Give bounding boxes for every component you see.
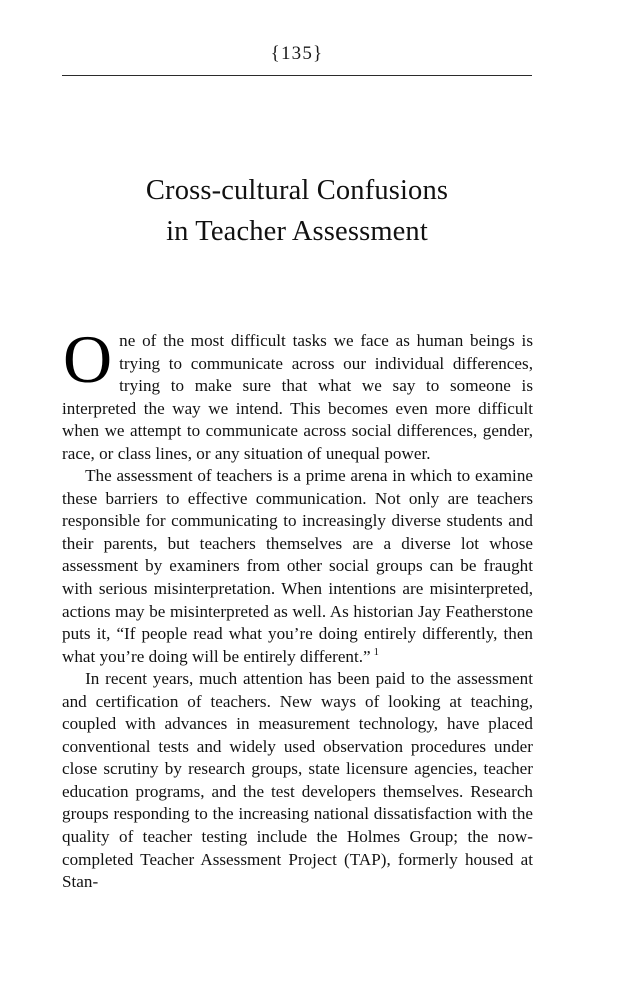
- paragraph-3-text: In recent years, much attention has been paid to the assessment and certification of teachers. New ways of looking at teaching, coupled with advances in measurement technology, have placed conventional tests and widely used observation procedures under close scrutiny by research groups, state licensure agencies, teacher education programs, and the test developers themselves. Research groups responding to the increasing national dissatisfaction with the quality of teacher testing include the Holmes Group; the now-completed Teacher Assessment Project (TAP), formerly housed at Stan-: [62, 669, 533, 892]
- page-header: [62, 44, 532, 76]
- paragraph-1: [62, 321, 533, 465]
- header-rule: [62, 75, 532, 76]
- paragraph-2: [62, 465, 533, 668]
- paragraph-1-text: ne of the most difficult tasks we face as human beings is trying to communicate across our individual differences, trying to make sure that what we say to someone is interpreted the way we intend. This becomes even more difficult when we attempt to communicate across social differences, gender, race, or class lines, or any situation of unequal power.: [62, 331, 533, 463]
- body-text-column: [62, 321, 533, 894]
- page-number: {135}: [270, 43, 324, 64]
- chapter-title: [62, 170, 532, 252]
- paragraph-2-text: The assessment of teachers is a prime arena in which to examine these barriers to effective communication. Not only are teachers responsible for communicating to increasingly diverse students and their parents, but teachers themselves are a diverse lot whose assessment by examiners from other social groups can be fraught with serious misinterpretation. When intentions are misinterpreted, actions may be misinterpreted as well. As historian Jay Featherstone puts it, “If people read what you’re doing entirely differently, then what you’re doing will be entirely different.”: [62, 466, 533, 666]
- drop-cap: O: [63, 321, 113, 397]
- footnote-reference[interactable]: 1: [373, 646, 379, 658]
- chapter-title-line-2: in Teacher Assessment: [166, 216, 428, 247]
- paragraph-3: [62, 668, 533, 893]
- chapter-title-line-1: Cross-cultural Confusions: [145, 175, 449, 206]
